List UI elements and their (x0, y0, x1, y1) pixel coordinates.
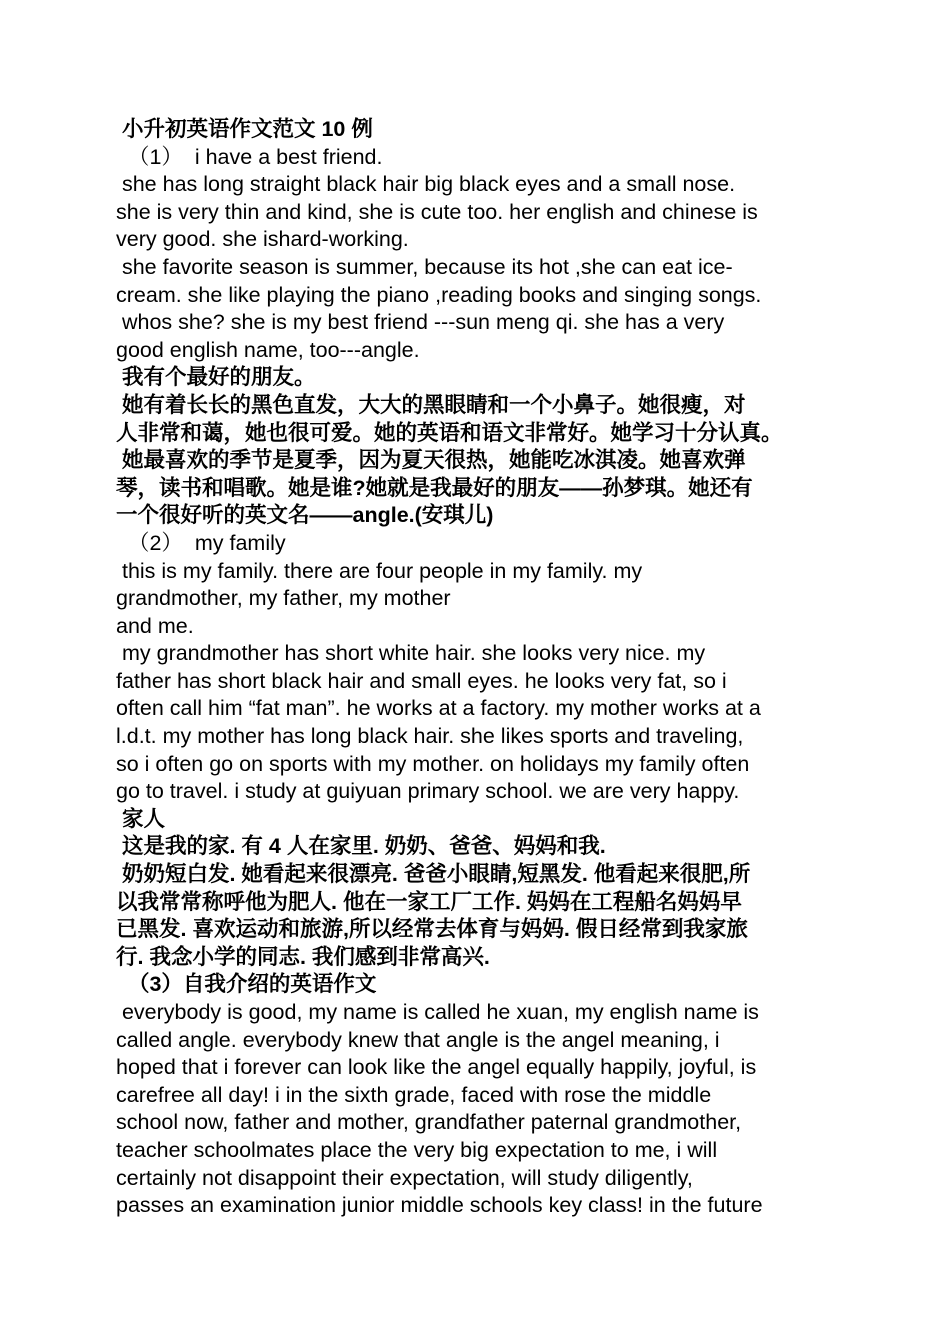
text-line: often call him “fat man”. he works at a factory. my mother works at a (116, 696, 761, 721)
text-line: （1） i have a best friend. (116, 144, 383, 169)
text-line: 她最喜欢的季节是夏季，因为夏天很热，她能吃冰淇凌。她喜欢弹 (116, 448, 746, 473)
text-line: passes an examination junior middle schools key class! in the future (116, 1193, 763, 1218)
text-line: very good. she ishard-working. (116, 227, 409, 252)
text-line: 琴，读书和唱歌。她是谁?她就是我最好的朋友——孙梦琪。她还有 (116, 475, 753, 500)
text-line: father has short black hair and small eyes. he looks very fat, so i (116, 668, 727, 693)
text-line: my grandmother has short white hair. she looks very nice. my (116, 641, 706, 666)
text-line: 家人 (116, 806, 165, 831)
text-line: 一个很好听的英文名——angle.(安琪儿) (116, 503, 494, 528)
text-line: cream. she like playing the piano ,reading books and singing songs. (116, 282, 762, 307)
text-line: go to travel. i study at guiyuan primary school. we are very happy. (116, 779, 740, 804)
text-line: （3）自我介绍的英语作文 (116, 972, 377, 997)
text-line: school now, father and mother, grandfather paternal grandmother, (116, 1110, 742, 1135)
text-line: she favorite season is summer, because its hot ,she can eat ice- (116, 254, 733, 279)
text-line: 以我常常称呼他为肥人. 他在一家工厂工作. 妈妈在工程船名妈妈早 (116, 889, 742, 914)
text-line: this is my family. there are four people in my family. my (116, 558, 643, 583)
text-line: （2） my family (116, 530, 286, 555)
text-line: so i often go on sports with my mother. on holidays my family often (116, 751, 750, 776)
text-line: 奶奶短白发. 她看起来很漂亮. 爸爸小眼睛,短黑发. 他看起来很肥,所 (116, 862, 751, 887)
text-line: grandmother, my father, my mother (116, 586, 451, 611)
text-line: called angle. everybody knew that angle is the angel meaning, i (116, 1027, 720, 1052)
text-line: 小升初英语作文范文 10 例 (116, 117, 373, 141)
text-line: she is very thin and kind, she is cute too. her english and chinese is (116, 199, 758, 224)
text-line: 她有着长长的黑色直发，大大的黑眼睛和一个小鼻子。她很瘦，对 (116, 392, 746, 417)
text-line: she has long straight black hair big black eyes and a small nose. (116, 172, 736, 197)
text-line: l.d.t. my mother has long black hair. she likes sports and traveling, (116, 724, 744, 749)
text-line: everybody is good, my name is called he xuan, my english name is (116, 1000, 759, 1024)
text-line: certainly not disappoint their expectation, will study diligently, (116, 1165, 693, 1190)
text-line: and me. (116, 613, 194, 638)
text-line: 已黑发. 喜欢运动和旅游,所以经常去体育与妈妈. 假日经常到我家旅 (116, 917, 748, 942)
text-line: 这是我的家. 有 4 人在家里. 奶奶、爸爸、妈妈和我. (116, 834, 606, 859)
text-line: 行. 我念小学的同志. 我们感到非常高兴. (116, 944, 490, 969)
text-line: 人非常和蔼，她也很可爱。她的英语和语文非常好。她学习十分认真。 (116, 420, 783, 445)
text-line: whos she? she is my best friend ---sun meng qi. she has a very (116, 310, 725, 335)
document-page (116, 116, 856, 1220)
text-line: 我有个最好的朋友。 (116, 365, 316, 390)
text-line: teacher schoolmates place the very big expectation to me, i will (116, 1137, 718, 1162)
text-line: good english name, too---angle. (116, 337, 420, 362)
text-line: hoped that i forever can look like the angel equally happily, joyful, is (116, 1055, 757, 1080)
text-line: carefree all day! i in the sixth grade, faced with rose the middle (116, 1082, 712, 1107)
